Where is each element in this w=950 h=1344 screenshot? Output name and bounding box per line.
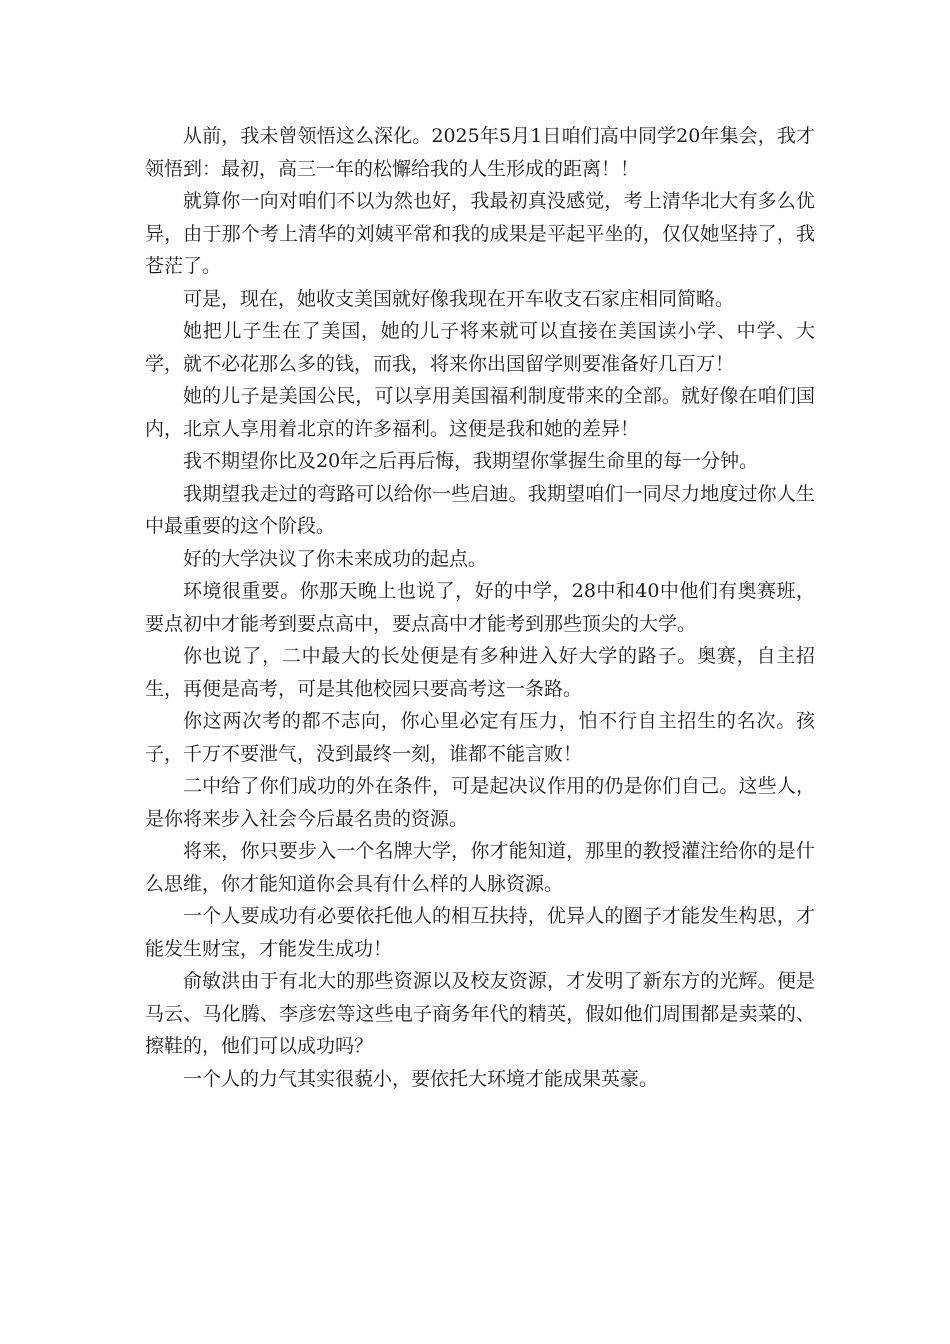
paragraph: 一个人要成功有必要依托他人的相互扶持，优异人的圈子才能发生构思，才能发生财宝，才能发生成功！ bbox=[145, 905, 815, 960]
paragraph: 将来，你只要步入一个名牌大学，你才能知道，那里的教授灌注给你的是什么思维，你才能知道你会具有什么样的人脉资源。 bbox=[145, 840, 815, 895]
paragraph: 我期望我走过的弯路可以给你一些启迪。我期望咱们一同尽力地度过你人生中最重要的这个阶段。 bbox=[145, 482, 815, 537]
paragraph: 你也说了，二中最大的长处便是有多种进入好大学的路子。奥赛，自主招生，再便是高考，可是其他校园只要高考这一条路。 bbox=[145, 645, 815, 700]
paragraph: 环境很重要。你那天晚上也说了，好的中学，28中和40中他们有奥赛班，要点初中才能考到要点高中，要点高中才能考到那些顶尖的大学。 bbox=[145, 580, 815, 635]
paragraph: 一个人的力气其实很藐小，要依托大环境才能成果英豪。 bbox=[183, 1067, 659, 1090]
paragraph: 二中给了你们成功的外在条件，可是起决议作用的仍是你们自己。这些人，是你将来步入社会今后最名贵的资源。 bbox=[145, 775, 815, 830]
paragraph: 可是，现在，她收支美国就好像我现在开车收支石家庄相同简略。 bbox=[183, 287, 735, 310]
paragraph: 她的儿子是美国公民，可以享用美国福利制度带来的全部。就好像在咱们国内，北京人享用着北京的许多福利。这便是我和她的差异！ bbox=[145, 385, 815, 440]
paragraph: 从前，我未曾领悟这么深化。2025年5月1日咱们高中同学20年集会，我才领悟到：最初，高三一年的松懈给我的人生形成的距离！！ bbox=[145, 125, 815, 180]
document-body bbox=[145, 120, 815, 1095]
paragraph: 我不期望你比及20年之后再后悔，我期望你掌握生命里的每一分钟。 bbox=[183, 450, 759, 472]
paragraph: 就算你一向对咱们不以为然也好，我最初真没感觉，考上清华北大有多么优异，由于那个考上清华的刘姨平常和我的成果是平起平坐的，仅仅她坚持了，我苍茫了。 bbox=[145, 190, 815, 277]
paragraph: 你这两次考的都不志向，你心里必定有压力，怕不行自主招生的名次。孩子，千万不要泄气，没到最终一刻，谁都不能言败！ bbox=[145, 710, 815, 765]
paragraph: 俞敏洪由于有北大的那些资源以及校友资源，才发明了新东方的光辉。便是马云、马化腾、李彦宏等这些电子商务年代的精英，假如他们周围都是卖菜的、擦鞋的，他们可以成功吗？ bbox=[145, 970, 815, 1057]
paragraph: 好的大学决议了你未来成功的起点。 bbox=[183, 547, 488, 570]
paragraph: 她把儿子生在了美国，她的儿子将来就可以直接在美国读小学、中学、大学，就不必花那么多的钱，而我，将来你出国留学则要准备好几百万！ bbox=[145, 320, 815, 375]
